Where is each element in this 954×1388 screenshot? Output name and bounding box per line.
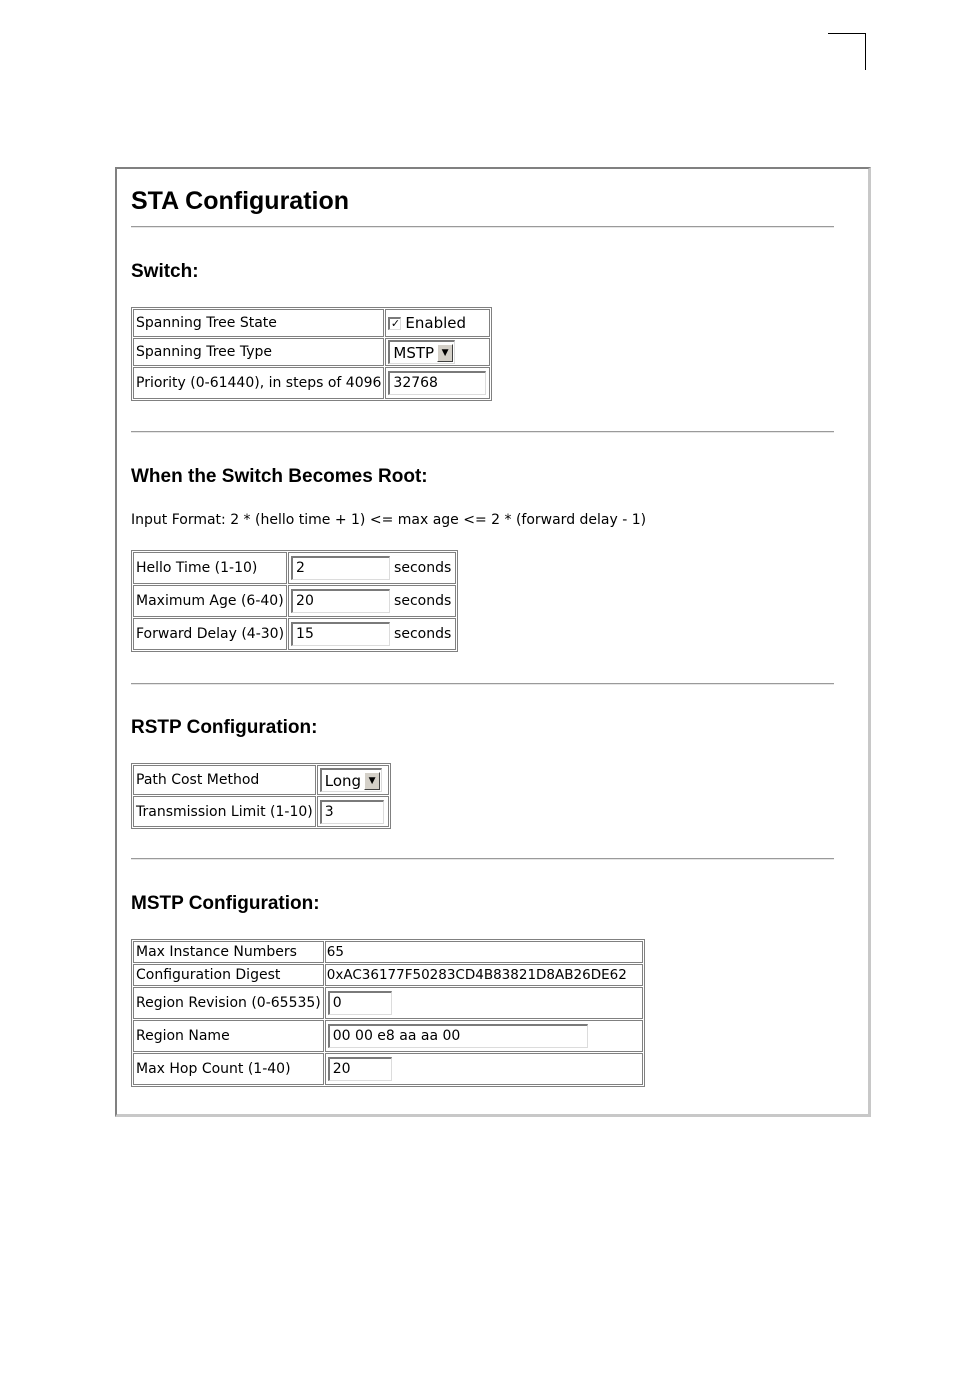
table-row xyxy=(133,552,456,584)
row-value: 65 xyxy=(325,941,643,963)
row-label: Path Cost Method xyxy=(133,765,316,795)
row-label: Maximum Age (6-40) xyxy=(133,585,287,617)
table-row xyxy=(133,796,389,827)
divider xyxy=(131,226,834,228)
transmission-limit-input[interactable]: 3 xyxy=(320,800,384,824)
page-corner-mark xyxy=(828,33,866,70)
row-value xyxy=(325,1053,643,1085)
row-label: Configuration Digest xyxy=(133,964,324,986)
path-cost-method-select[interactable]: Long ▼ xyxy=(320,768,382,792)
table-row xyxy=(133,309,490,337)
units-label: seconds xyxy=(394,560,452,576)
chevron-down-icon[interactable]: ▼ xyxy=(364,772,380,790)
priority-input[interactable]: 32768 xyxy=(388,371,486,395)
chevron-down-icon[interactable]: ▼ xyxy=(437,344,453,362)
rstp-heading: RSTP Configuration: xyxy=(131,717,318,738)
divider xyxy=(131,858,834,860)
row-label: Max Hop Count (1-40) xyxy=(133,1053,324,1085)
switch-heading: Switch: xyxy=(131,261,199,282)
switch-table xyxy=(131,307,492,401)
units-label: seconds xyxy=(394,593,452,609)
checkbox-label: Enabled xyxy=(405,314,467,332)
row-value xyxy=(325,987,643,1019)
row-value xyxy=(288,585,456,617)
region-revision-input[interactable]: 0 xyxy=(328,991,392,1015)
row-label: Forward Delay (4-30) xyxy=(133,618,287,650)
table-row xyxy=(133,618,456,650)
row-value xyxy=(385,309,490,337)
row-label: Region Name xyxy=(133,1020,324,1052)
row-label: Transmission Limit (1-10) xyxy=(133,796,316,827)
row-value xyxy=(385,367,490,399)
table-row xyxy=(133,987,643,1019)
forward-delay-input[interactable]: 15 xyxy=(291,622,390,646)
table-row xyxy=(133,367,490,399)
root-heading: When the Switch Becomes Root: xyxy=(131,466,428,487)
root-table xyxy=(131,550,458,652)
table-row xyxy=(133,585,456,617)
row-label: Spanning Tree State xyxy=(133,309,384,337)
rstp-table xyxy=(131,763,391,829)
max-hop-count-input[interactable]: 20 xyxy=(328,1057,392,1081)
table-row xyxy=(133,1020,643,1052)
row-label: Max Instance Numbers xyxy=(133,941,324,963)
mstp-heading: MSTP Configuration: xyxy=(131,893,320,914)
row-label: Priority (0-61440), in steps of 4096 xyxy=(133,367,384,399)
region-name-input[interactable]: 00 00 e8 aa aa 00 xyxy=(328,1024,588,1048)
spanning-tree-enabled-checkbox[interactable]: ✓ xyxy=(388,317,401,330)
table-row xyxy=(133,1053,643,1085)
divider xyxy=(131,431,834,433)
page-title: STA Configuration xyxy=(131,187,350,215)
row-value xyxy=(325,1020,643,1052)
spanning-tree-type-select[interactable]: MSTP ▼ xyxy=(388,340,455,364)
table-row xyxy=(133,964,643,986)
row-value xyxy=(288,618,456,650)
row-label: Region Revision (0-65535) xyxy=(133,987,324,1019)
input-format-note: Input Format: 2 * (hello time + 1) <= max age <= 2 * (forward delay - 1) xyxy=(131,512,647,528)
table-row xyxy=(133,338,490,366)
max-age-input[interactable]: 20 xyxy=(291,589,390,613)
mstp-table xyxy=(131,939,645,1087)
row-value: 0xAC36177F50283CD4B83821D8AB26DE62 xyxy=(325,964,643,986)
row-label: Hello Time (1-10) xyxy=(133,552,287,584)
row-value xyxy=(288,552,456,584)
row-value xyxy=(317,765,389,795)
row-label: Spanning Tree Type xyxy=(133,338,384,366)
table-row xyxy=(133,765,389,795)
row-value xyxy=(385,338,490,366)
hello-time-input[interactable]: 2 xyxy=(291,556,390,580)
units-label: seconds xyxy=(394,626,452,642)
row-value xyxy=(317,796,389,827)
table-row xyxy=(133,941,643,963)
divider xyxy=(131,683,834,685)
